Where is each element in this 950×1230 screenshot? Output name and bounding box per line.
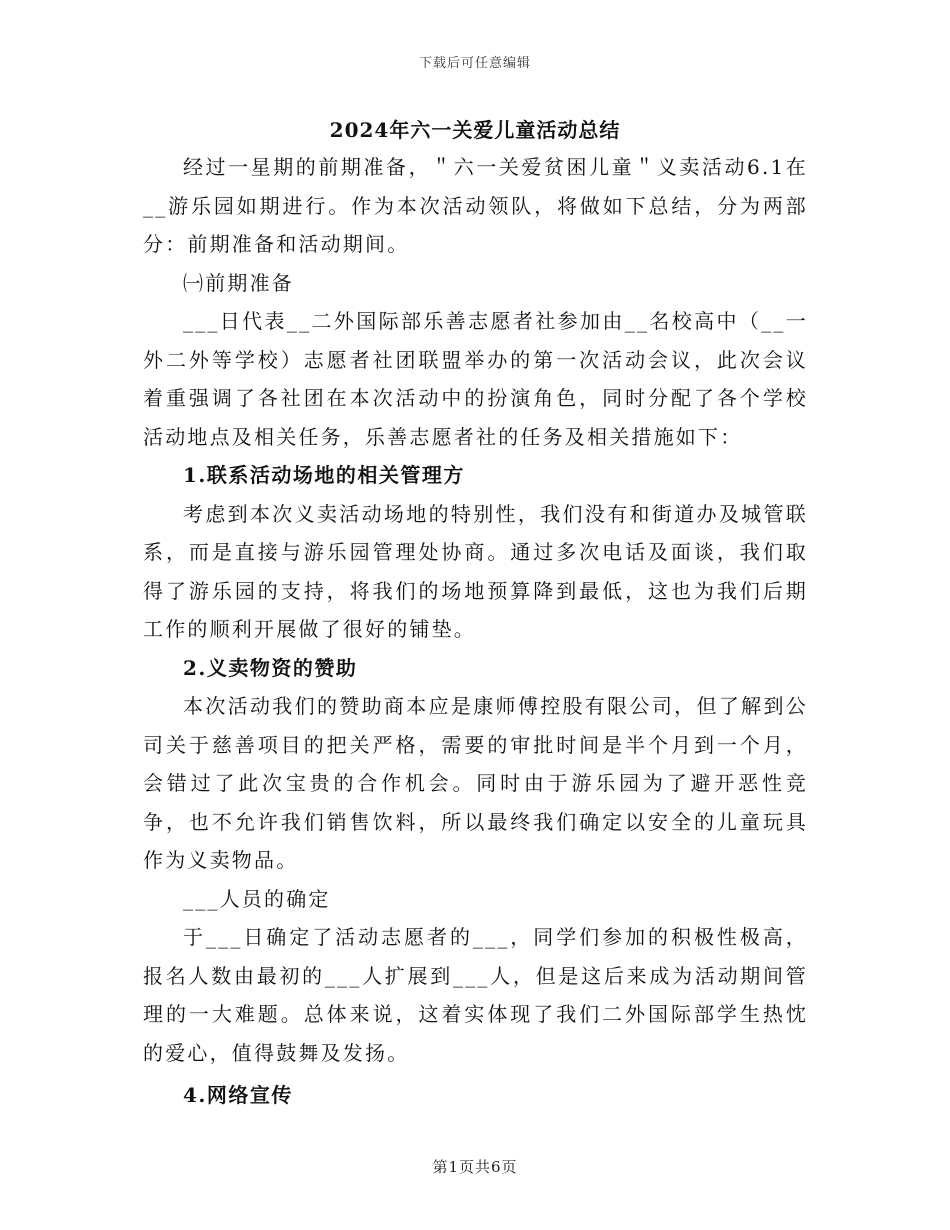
document-body [143, 148, 808, 1115]
paragraph-intro: 经过一星期的前期准备，＂六一关爱贫困儿童＂义卖活动6.1在__游乐园如期进行。作为本次活动领队，将做如下总结，分为两部分：前期准备和活动期间。 [143, 155, 808, 256]
page-number: 第1页共6页 [432, 1158, 518, 1176]
subheading-online-promotion: 4.网络宣传 [183, 1083, 293, 1107]
subheading-venue: 1.联系活动场地的相关管理方 [183, 463, 465, 487]
subheading-sponsorship: 2.义卖物资的赞助 [183, 655, 358, 680]
paragraph-staffing: 于___日确定了活动志愿者的___，同学们参加的积极性极高，报名人数由最初的___人扩展到___人，但是这后来成为活动期间管理的一大难题。总体来说，这着实体现了我们二外国际部学生热忱的爱心，值得鼓舞及发扬。 [143, 925, 808, 1065]
subheading-staffing: ___人员的确定 [183, 886, 331, 911]
section-heading-preparation: ㈠前期准备 [183, 270, 294, 295]
document-title: 2024年六一关爱儿童活动总结 [329, 118, 621, 142]
paragraph-meeting: ___日代表__二外国际部乐善志愿者社参加由__名校高中（__一外二外等学校）志愿者社团联盟举办的第一次活动会议，此次会议着重强调了各社团在本次活动中的扮演角色，同时分配了各个学校活动地点及相关任务，乐善志愿者社的任务及相关措施如下： [143, 309, 808, 449]
paragraph-venue: 考虑到本次义卖活动场地的特别性，我们没有和街道办及城管联系，而是直接与游乐园管理处协商。通过多次电话及面谈，我们取得了游乐园的支持，将我们的场地预算降到最低，这也为我们后期工作的顺利开展做了很好的铺垫。 [143, 501, 808, 641]
header-note: 下载后可任意编辑 [418, 56, 531, 71]
paragraph-sponsorship: 本次活动我们的赞助商本应是康师傅控股有限公司，但了解到公司关于慈善项目的把关严格，需要的审批时间是半个月到一个月，会错过了此次宝贵的合作机会。同时由于游乐园为了避开恶性竞争，也不允许我们销售饮料，所以最终我们确定以安全的儿童玩具作为义卖物品。 [143, 694, 808, 872]
